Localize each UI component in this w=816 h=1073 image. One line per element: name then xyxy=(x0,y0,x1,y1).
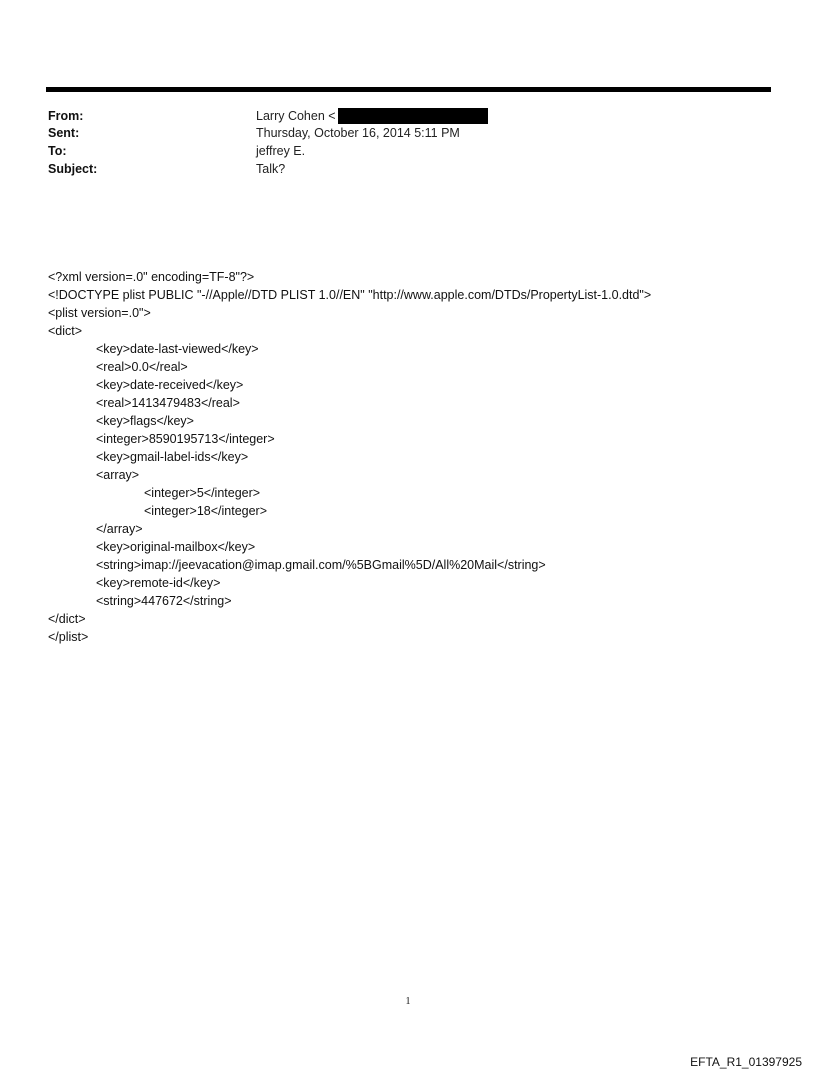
body-line: </dict> xyxy=(48,612,86,626)
redaction-box xyxy=(338,108,488,124)
body-line: <integer>8590195713</integer> xyxy=(96,432,275,446)
body-line: <?xml version=.0" encoding=TF-8"?> xyxy=(48,270,255,284)
body-line: <string>447672</string> xyxy=(96,594,232,608)
subject-row xyxy=(48,162,748,180)
body-line: <string>imap://jeevacation@imap.gmail.com/%5BGmail%5D/All%20Mail</string> xyxy=(96,558,546,572)
to-row xyxy=(48,144,748,162)
page-number: 1 xyxy=(405,996,411,1007)
to-label: To: xyxy=(48,144,67,158)
body-line: <real>1413479483</real> xyxy=(96,396,240,410)
body-line: <!DOCTYPE plist PUBLIC "-//Apple//DTD PLIST 1.0//EN" "http://www.apple.com/DTDs/PropertyList-1.0.dtd"> xyxy=(48,288,652,302)
subject-label: Subject: xyxy=(48,162,98,176)
header-divider xyxy=(46,87,771,92)
body-line: <key>date-received</key> xyxy=(96,378,244,392)
body-line: <key>gmail-label-ids</key> xyxy=(96,450,249,464)
to-value: jeffrey E. xyxy=(256,144,306,158)
from-row xyxy=(48,108,748,126)
document-id: EFTA_R1_01397925 xyxy=(690,1055,802,1069)
body-line: <integer>5</integer> xyxy=(144,486,261,500)
from-label: From: xyxy=(48,109,84,123)
body-line: <array> xyxy=(96,468,140,482)
body-line: <key>remote-id</key> xyxy=(96,576,221,590)
email-body xyxy=(48,268,788,646)
subject-value: Talk? xyxy=(256,162,286,176)
from-value xyxy=(256,108,488,124)
body-line: <key>flags</key> xyxy=(96,414,194,428)
sent-value: Thursday, October 16, 2014 5:11 PM xyxy=(256,126,460,140)
sent-row xyxy=(48,126,748,144)
sent-label: Sent: xyxy=(48,126,80,140)
body-line: <dict> xyxy=(48,324,83,338)
body-line: </array> xyxy=(96,522,143,536)
body-line: <key>original-mailbox</key> xyxy=(96,540,256,554)
sender-name: Larry Cohen < xyxy=(256,109,336,123)
body-line: <real>0.0</real> xyxy=(96,360,188,374)
email-header xyxy=(48,108,748,180)
body-line: <key>date-last-viewed</key> xyxy=(96,342,259,356)
body-line: </plist> xyxy=(48,630,89,644)
body-line: <plist version=.0"> xyxy=(48,306,151,320)
body-line: <integer>18</integer> xyxy=(144,504,268,518)
